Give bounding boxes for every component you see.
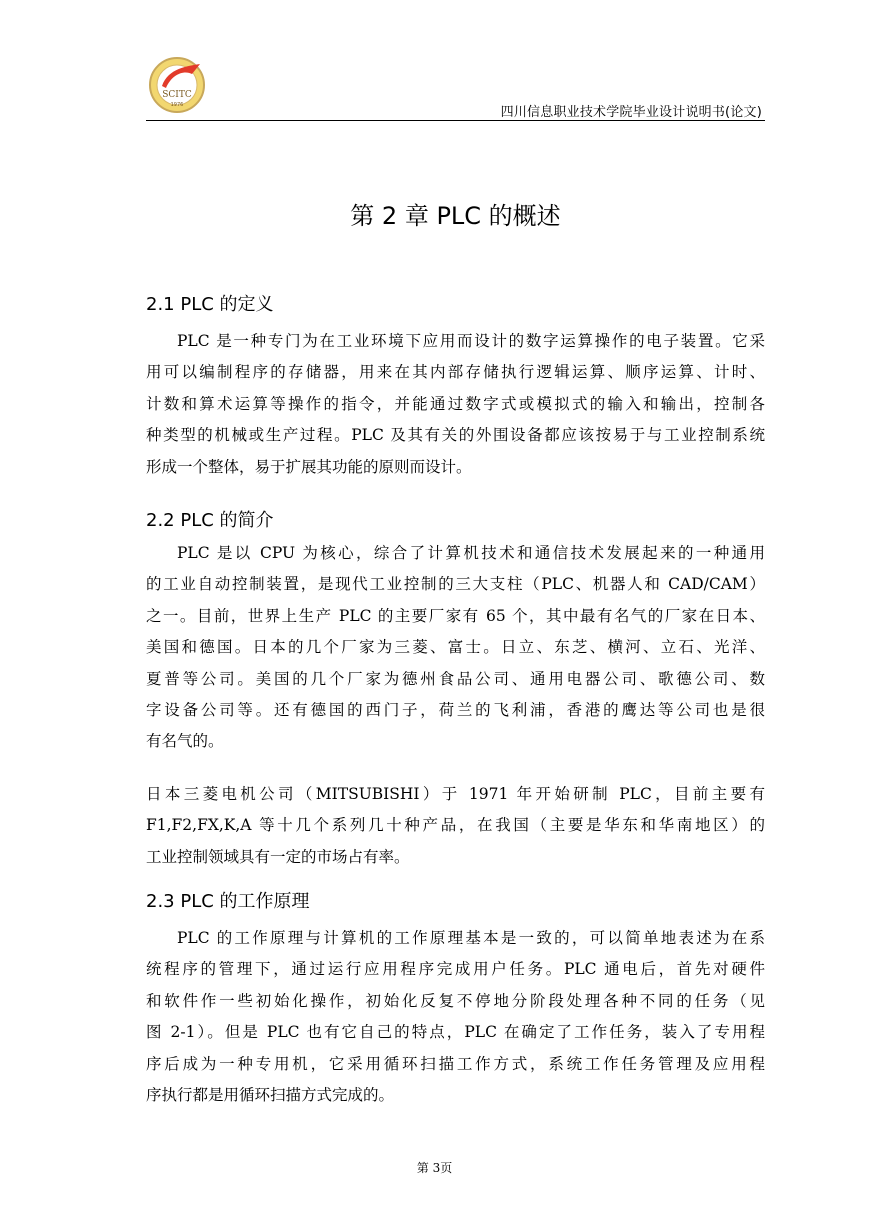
section-heading-2-1: 2.1 PLC 的定义 [146,294,274,315]
paragraph-line: 计数和算术运算等操作的指令，并能通过数字式或模拟式的输入和输出，控制各 [146,394,765,413]
paragraph-line: 字设备公司等。还有德国的西门子，荷兰的飞利浦，香港的鹰达等公司也是很 [146,701,765,720]
paragraph-line: PLC 是以 CPU 为核心，综合了计算机技术和通信技术发展起来的一种通用 [177,544,765,562]
header-title: 四川信息职业技术学院毕业设计说明书(论文) [500,105,762,120]
section-heading-2-3: 2.3 PLC 的工作原理 [146,891,310,912]
paragraph-line: 序执行都是用循环扫描方式完成的。 [146,1086,395,1105]
paragraph-line: PLC 是一种专门为在工业环境下应用而设计的数字运算操作的电子装置。它采 [177,332,765,350]
paragraph-line: 有名气的。 [146,732,224,751]
section-2-2-paragraph-1 [146,538,765,758]
paragraph-line: 和软件作一些初始化操作，初始化反复不停地分阶段处理各种不同的任务（见 [146,991,765,1010]
paragraph-line: 用可以编制程序的存储器，用来在其内部存储执行逻辑运算、顺序运算、计时、 [146,363,765,382]
section-heading-2-2: 2.2 PLC 的简介 [146,510,274,531]
paragraph-line: 图 2-1）。但是 PLC 也有它自己的特点，PLC 在确定了工作任务，装入了专用程 [146,1023,765,1042]
page-number: 第 3页 [416,1161,453,1175]
logo-text: SCITC [162,90,192,100]
school-logo-emblem [148,56,206,114]
logo-year: 1976 [170,102,184,108]
paragraph-line: 夏普等公司。美国的几个厂家为德州食品公司、通用电器公司、歌德公司、数 [146,669,765,688]
paragraph-line: 之一。目前，世界上生产 PLC 的主要厂家有 65 个，其中最有名气的厂家在日本、 [146,606,765,625]
paragraph-line: 形成一个整体，易于扩展其功能的原则而设计。 [146,457,472,476]
paragraph-line: 美国和德国。日本的几个厂家为三菱、富士。日立、东芝、横河、立石、光洋、 [146,638,765,657]
paragraph-line: 种类型的机械或生产过程。PLC 及其有关的外围设备都应该按易于与工业控制系统 [146,426,765,445]
paragraph-line: PLC 的工作原理与计算机的工作原理基本是一致的，可以简单地表述为在系 [177,929,765,947]
paragraph-line: 工业控制领域具有一定的市场占有率。 [146,847,410,866]
chapter-title: 第 2 章 PLC 的概述 [350,202,561,230]
paragraph-line: 日本三菱电机公司（MITSUBISHI）于 1971 年开始研制 PLC，目前主要有 [146,785,765,803]
paragraph-line: F1,F2,FX,K,A 等十几个系列几十种产品，在我国（主要是华东和华南地区）的 [146,816,765,835]
section-2-2-paragraph-2 [146,779,765,873]
paragraph-line: 序后成为一种专用机，它采用循环扫描工作方式，系统工作任务管理及应用程 [146,1054,765,1073]
paragraph-line: 统程序的管理下，通过运行应用程序完成用户任务。PLC 通电后，首先对硬件 [146,960,765,979]
school-logo [148,56,206,114]
paragraph-line: 的工业自动控制装置，是现代工业控制的三大支柱（PLC、机器人和 CAD/CAM） [146,575,765,594]
section-2-3-paragraph [146,923,765,1111]
section-2-1-paragraph [146,326,765,483]
header-divider [146,120,765,121]
